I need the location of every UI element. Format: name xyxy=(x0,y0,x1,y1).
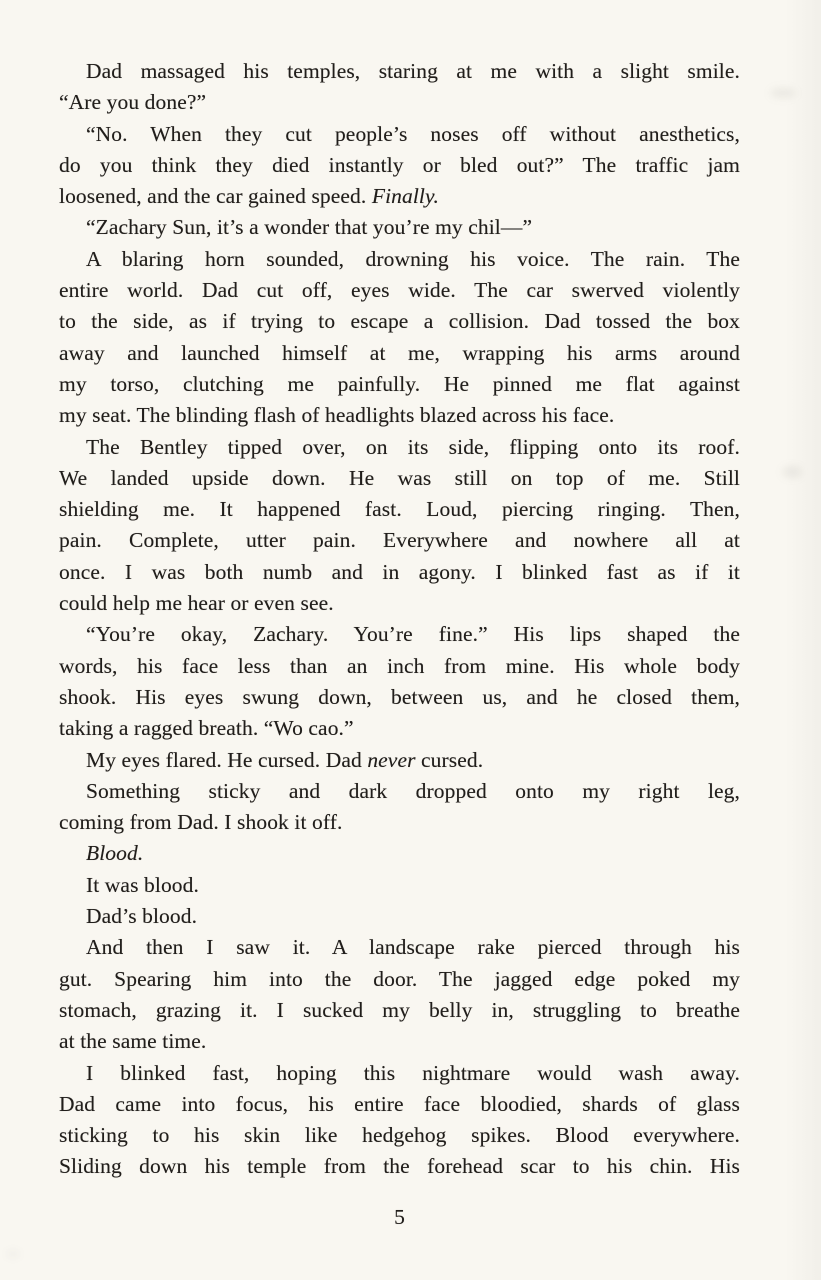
text-line: I blinked fast, hoping this nightmare would wash away. xyxy=(86,1060,740,1085)
text-line: away and launched himself at me, wrapping his arms around xyxy=(59,340,740,365)
paragraph xyxy=(59,838,740,869)
text-line: pain. Complete, utter pain. Everywhere and nowhere all at xyxy=(59,528,740,553)
text-line: “Zachary Sun, it’s a wonder that you’re my chil—” xyxy=(86,215,533,240)
text-line: coming from Dad. I shook it off. xyxy=(59,810,343,835)
paragraph xyxy=(59,870,740,901)
text-line: My eyes flared. He cursed. Dad never cursed. xyxy=(86,747,484,772)
paragraph xyxy=(59,119,740,213)
text-line: Dad came into focus, his entire face bloodied, shards of glass xyxy=(59,1091,740,1116)
text-line: shook. His eyes swung down, between us, and he closed them, xyxy=(59,684,740,709)
text-line: Blood. xyxy=(86,841,144,866)
text-line: gut. Spearing him into the door. The jagged edge poked my xyxy=(59,966,740,991)
text-line: loosened, and the car gained speed. Finally. xyxy=(59,184,439,209)
text-line: Dad massaged his temples, staring at me with a slight smile. xyxy=(86,59,740,83)
text-line: stomach, grazing it. I sucked my belly in, struggling to breathe xyxy=(59,997,740,1022)
text-line: entire world. Dad cut off, eyes wide. The car swerved violently xyxy=(59,278,740,303)
text-line: And then I saw it. A landscape rake pierced through his xyxy=(86,935,740,960)
paragraph xyxy=(59,432,740,620)
scan-smudge xyxy=(770,88,796,98)
text-line: my torso, clutching me painfully. He pinned me flat against xyxy=(59,371,740,396)
text-line: “You’re okay, Zachary. You’re fine.” His lips shaped the xyxy=(86,622,740,647)
text-line: A blaring horn sounded, drowning his voice. The rain. The xyxy=(86,246,740,271)
text-line: words, his face less than an inch from mine. His whole body xyxy=(59,653,740,678)
paragraph xyxy=(59,244,740,432)
paragraph xyxy=(59,619,740,744)
paragraph xyxy=(59,901,740,932)
text-line: sticking to his skin like hedgehog spikes. Blood everywhere. xyxy=(59,1123,740,1148)
text-line: do you think they died instantly or bled out?” The traffic jam xyxy=(59,152,740,177)
page-body xyxy=(59,56,740,1183)
paragraph xyxy=(59,56,740,119)
text-line: “Are you done?” xyxy=(59,90,207,115)
text-line: my seat. The blinding flash of headlights blazed across his face. xyxy=(59,403,615,428)
text-line: The Bentley tipped over, on its side, flipping onto its roof. xyxy=(86,434,740,459)
paragraph xyxy=(59,745,740,776)
scan-smudge xyxy=(6,1250,20,1258)
text-line: to the side, as if trying to escape a collision. Dad tossed the box xyxy=(59,309,740,334)
paragraph xyxy=(59,212,740,243)
text-line: Something sticky and dark dropped onto my right leg, xyxy=(86,778,740,803)
paragraph xyxy=(59,932,740,1057)
text-line: “No. When they cut people’s noses off without anesthetics, xyxy=(86,121,740,146)
text-line: could help me hear or even see. xyxy=(59,591,334,616)
scan-edge-shadow xyxy=(785,0,821,1280)
text-line: once. I was both numb and in agony. I blinked fast as if it xyxy=(59,559,740,584)
paragraph xyxy=(59,1058,740,1183)
text-line: Sliding down his temple from the forehead scar to his chin. His xyxy=(59,1154,740,1179)
text-line: at the same time. xyxy=(59,1029,207,1054)
text-line: taking a ragged breath. “Wo cao.” xyxy=(59,716,354,741)
text-line: Dad’s blood. xyxy=(86,904,198,929)
paragraph xyxy=(59,776,740,839)
page-number: 5 xyxy=(394,1205,405,1229)
scan-smudge xyxy=(782,466,802,478)
text-line: It was blood. xyxy=(86,872,199,897)
text-line: shielding me. It happened fast. Loud, piercing ringing. Then, xyxy=(59,497,740,522)
text-line: We landed upside down. He was still on top of me. Still xyxy=(59,465,740,490)
